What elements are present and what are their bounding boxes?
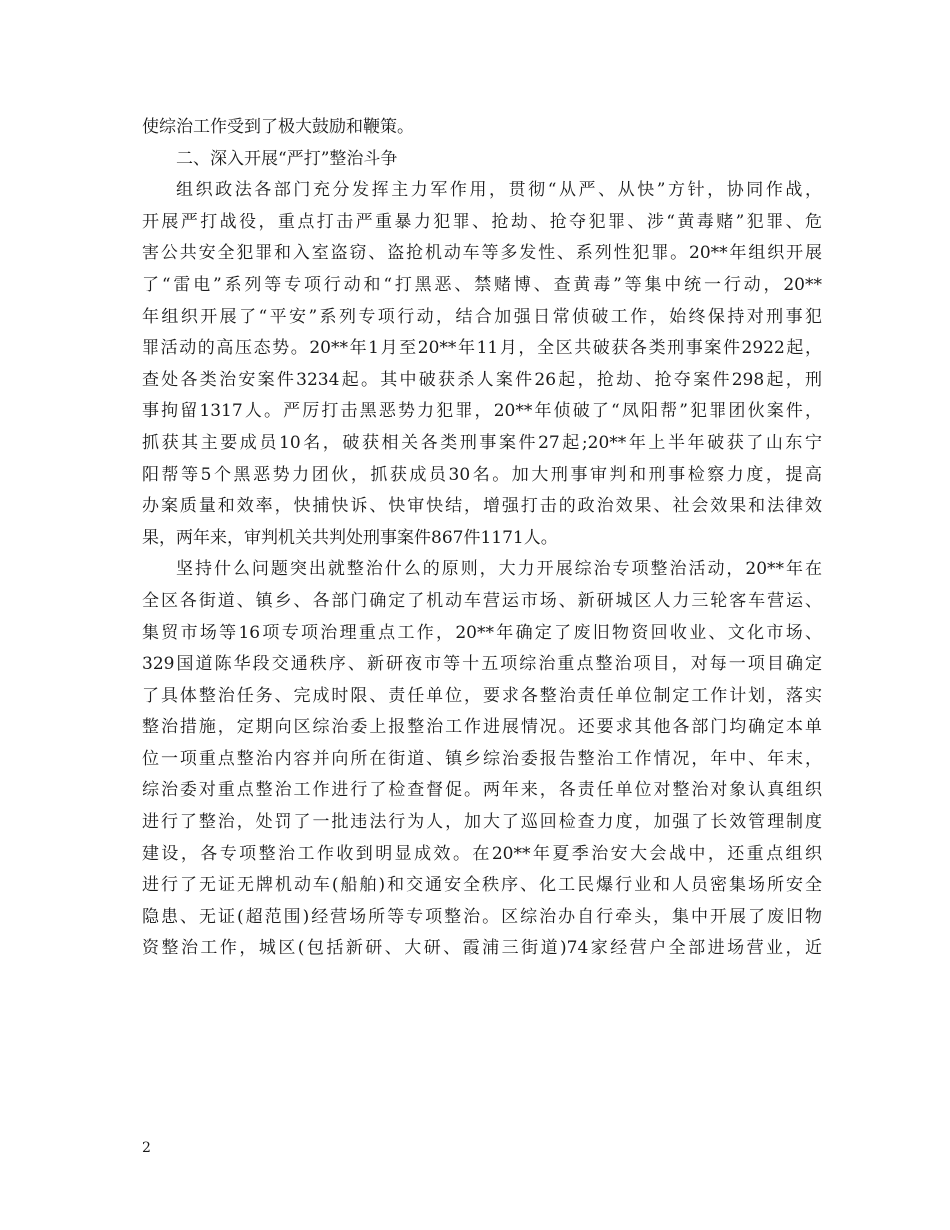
text-line: 了“雷电”系列等专项行动和“打黑恶、禁赌博、查黄毒”等集中统一行动，20** xyxy=(142,274,822,295)
text-line: 建设，各专项整治工作收到明显成效。在20**年夏季治安大会战中，还重点组织 xyxy=(142,843,822,864)
text-line: 进行了无证无牌机动车(船舶)和交通安全秩序、化工民爆行业和人员密集场所安全 xyxy=(142,875,822,896)
text-line: 329国道陈华段交通秩序、新研夜市等十五项综治重点整治项目，对每一项目确定 xyxy=(142,654,822,675)
text-line: 综治委对重点整治工作进行了检查督促。两年来，各责任单位对整治对象认真组织 xyxy=(142,780,822,801)
text-line: 组织政法各部门充分发挥主力军作用，贯彻“从严、从快”方针，协同作战， xyxy=(176,180,822,201)
text-line: 阳帮等5个黑恶势力团伙，抓获成员30名。加大刑事审判和刑事检察力度，提高 xyxy=(142,464,822,485)
text-line: 罪活动的高压态势。20**年1月至20**年11月，全区共破获各类刑事案件2922起， xyxy=(142,338,822,359)
text-line: 坚持什么问题突出就整治什么的原则，大力开展综治专项整治活动，20**年在 xyxy=(176,559,822,580)
text-line: 年组织开展了“平安”系列专项行动，结合加强日常侦破工作，始终保持对刑事犯 xyxy=(142,306,822,327)
text-line: 办案质量和效率，快捕快诉、快审快结，增强打击的政治效果、社会效果和法律效 xyxy=(142,496,822,517)
text-line: 使综治工作受到了极大鼓励和鞭策。 xyxy=(142,117,414,137)
text-line: 资整治工作，城区(包括新研、大研、霞浦三街道)74家经营户全部进场营业，近 xyxy=(142,938,822,959)
text-line: 全区各街道、镇乡、各部门确定了机动车营运市场、新研城区人力三轮客车营运、 xyxy=(142,590,822,611)
text-line: 抓获其主要成员10名，破获相关各类刑事案件27起;20**年上半年破获了山东宁 xyxy=(142,432,822,453)
page-number: 2 xyxy=(142,1140,151,1156)
text-line: 事拘留1317人。严厉打击黑恶势力犯罪，20**年侦破了“凤阳帮”犯罪团伙案件， xyxy=(142,401,822,422)
text-line: 集贸市场等16项专项治理重点工作，20**年确定了废旧物资回收业、文化市场、 xyxy=(142,622,822,643)
body-text xyxy=(142,112,822,965)
text-line: 隐患、无证(超范围)经营场所等专项整治。区综治办自行牵头，集中开展了废旧物 xyxy=(142,906,822,927)
text-line: 进行了整治，处罚了一批违法行为人，加大了巡回检查力度，加强了长效管理制度 xyxy=(142,812,822,833)
text-line: 查处各类治安案件3234起。其中破获杀人案件26起，抢劫、抢夺案件298起，刑 xyxy=(142,369,822,390)
text-line: 开展严打战役，重点打击严重暴力犯罪、抢劫、抢夺犯罪、涉“黄毒赌”犯罪、危 xyxy=(142,211,822,232)
text-line: 整治措施，定期向区综治委上报整治工作进展情况。还要求其他各部门均确定本单 xyxy=(142,717,822,738)
text-line: 位一项重点整治内容并向所在街道、镇乡综治委报告整治工作情况，年中、年末， xyxy=(142,748,822,769)
text-line: 二、深入开展“严打”整治斗争 xyxy=(176,148,398,169)
text-line: 害公共安全犯罪和入室盗窃、盗抢机动车等多发性、系列性犯罪。20**年组织开展 xyxy=(142,243,822,264)
text-line: 了具体整治任务、完成时限、责任单位，要求各整治责任单位制定工作计划，落实 xyxy=(142,685,822,706)
text-line: 果，两年来，审判机关共判处刑事案件867件1171人。 xyxy=(142,527,558,548)
